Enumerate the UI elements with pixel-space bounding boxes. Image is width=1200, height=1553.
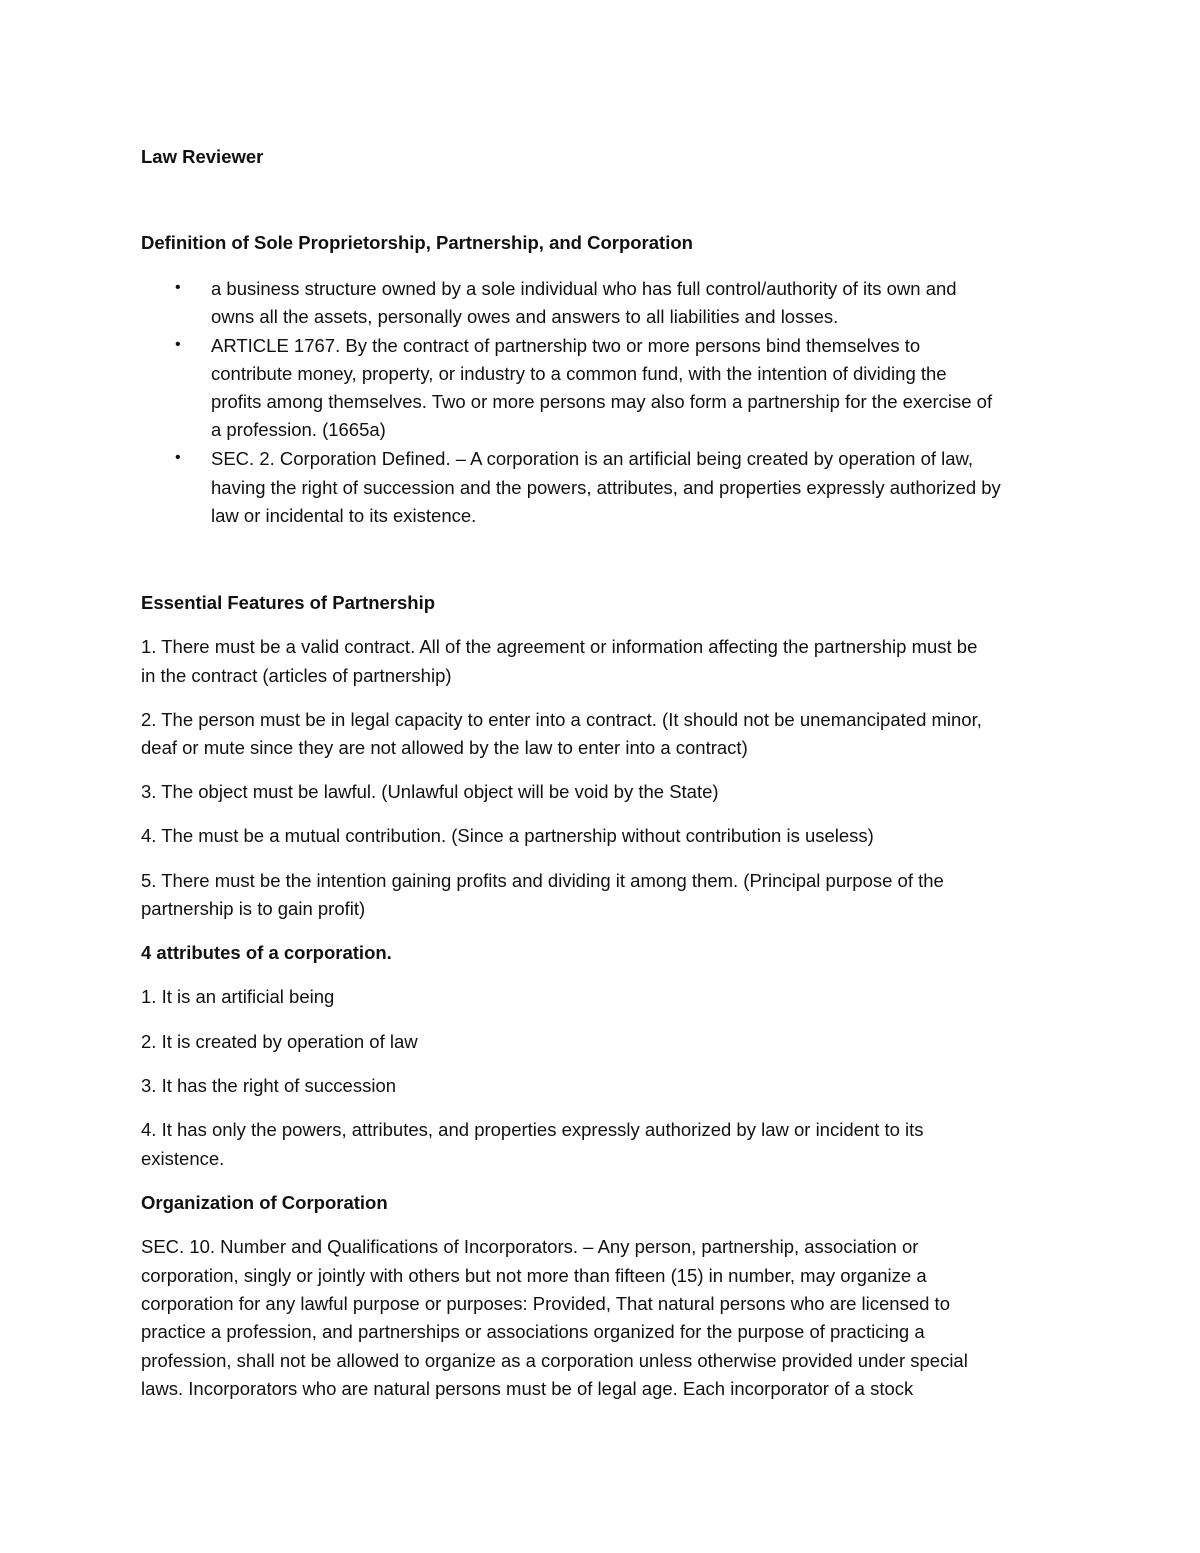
organization-text-line: corporation for any lawful purpose or purposes: Provided, That natural persons who are licensed to [141,1293,950,1314]
partnership-feature-line: 3. The object must be lawful. (Unlawful object will be void by the State) [141,781,719,802]
partnership-feature-line: deaf or mute since they are not allowed by the law to enter into a contract) [141,737,748,758]
definition-partnership-line: profits among themselves. Two or more persons may also form a partnership for the exercise of [211,391,993,412]
partnership-feature-line: 2. The person must be in legal capacity to enter into a contract. (It should not be unemancipated minor, [141,709,982,730]
organization-text-line: laws. Incorporators who are natural persons must be of legal age. Each incorporator of a stock [141,1378,914,1399]
corporation-attribute-line: 1. It is an artificial being [141,986,335,1007]
corporation-attribute-line: 3. It has the right of succession [141,1075,397,1096]
organization-text-line: SEC. 10. Number and Qualifications of Incorporators. – Any person, partnership, association or [141,1236,919,1257]
partnership-feature-line: in the contract (articles of partnership) [141,665,452,686]
definition-corporation-line: SEC. 2. Corporation Defined. – A corporation is an artificial being created by operation of law, [211,448,974,469]
partnership-features-heading: Essential Features of Partnership [141,592,436,613]
organization-heading: Organization of Corporation [141,1192,388,1213]
definition-sole-proprietorship-line: a business structure owned by a sole individual who has full control/authority of its own and [211,278,957,299]
definition-partnership-line: a profession. (1665a) [211,419,386,440]
definitions-heading: Definition of Sole Proprietorship, Partnership, and Corporation [141,232,693,253]
bullet-marker: • [175,279,181,296]
organization-text-line: profession, shall not be allowed to organize as a corporation unless otherwise provided under special [141,1350,968,1371]
bullet-marker: • [175,449,181,466]
corporation-attributes-heading: 4 attributes of a corporation. [141,942,392,963]
partnership-feature-line: 1. There must be a valid contract. All of the agreement or information affecting the partnership must be [141,636,978,657]
definition-sole-proprietorship-line: owns all the assets, personally owes and answers to all liabilities and losses. [211,306,839,327]
document-title: Law Reviewer [141,146,264,167]
corporation-attribute-line: existence. [141,1148,225,1169]
corporation-attribute-line: 4. It has only the powers, attributes, and properties expressly authorized by law or incident to its [141,1119,924,1140]
organization-text-line: corporation, singly or jointly with others but not more than fifteen (15) in number, may organize a [141,1265,927,1286]
definition-partnership-line: contribute money, property, or industry to a common fund, with the intention of dividing the [211,363,947,384]
definition-partnership-line: ARTICLE 1767. By the contract of partnership two or more persons bind themselves to [211,335,921,356]
partnership-feature-line: 4. The must be a mutual contribution. (Since a partnership without contribution is useless) [141,825,874,846]
partnership-feature-line: 5. There must be the intention gaining profits and dividing it among them. (Principal purpose of the [141,870,944,891]
definition-corporation-line: having the right of succession and the powers, attributes, and properties expressly authorized by [211,477,1001,498]
partnership-feature-line: partnership is to gain profit) [141,898,366,919]
corporation-attribute-line: 2. It is created by operation of law [141,1031,418,1052]
organization-text-line: practice a profession, and partnerships or associations organized for the purpose of practicing a [141,1321,925,1342]
definition-corporation-line: law or incidental to its existence. [211,505,477,526]
bullet-marker: • [175,336,181,353]
